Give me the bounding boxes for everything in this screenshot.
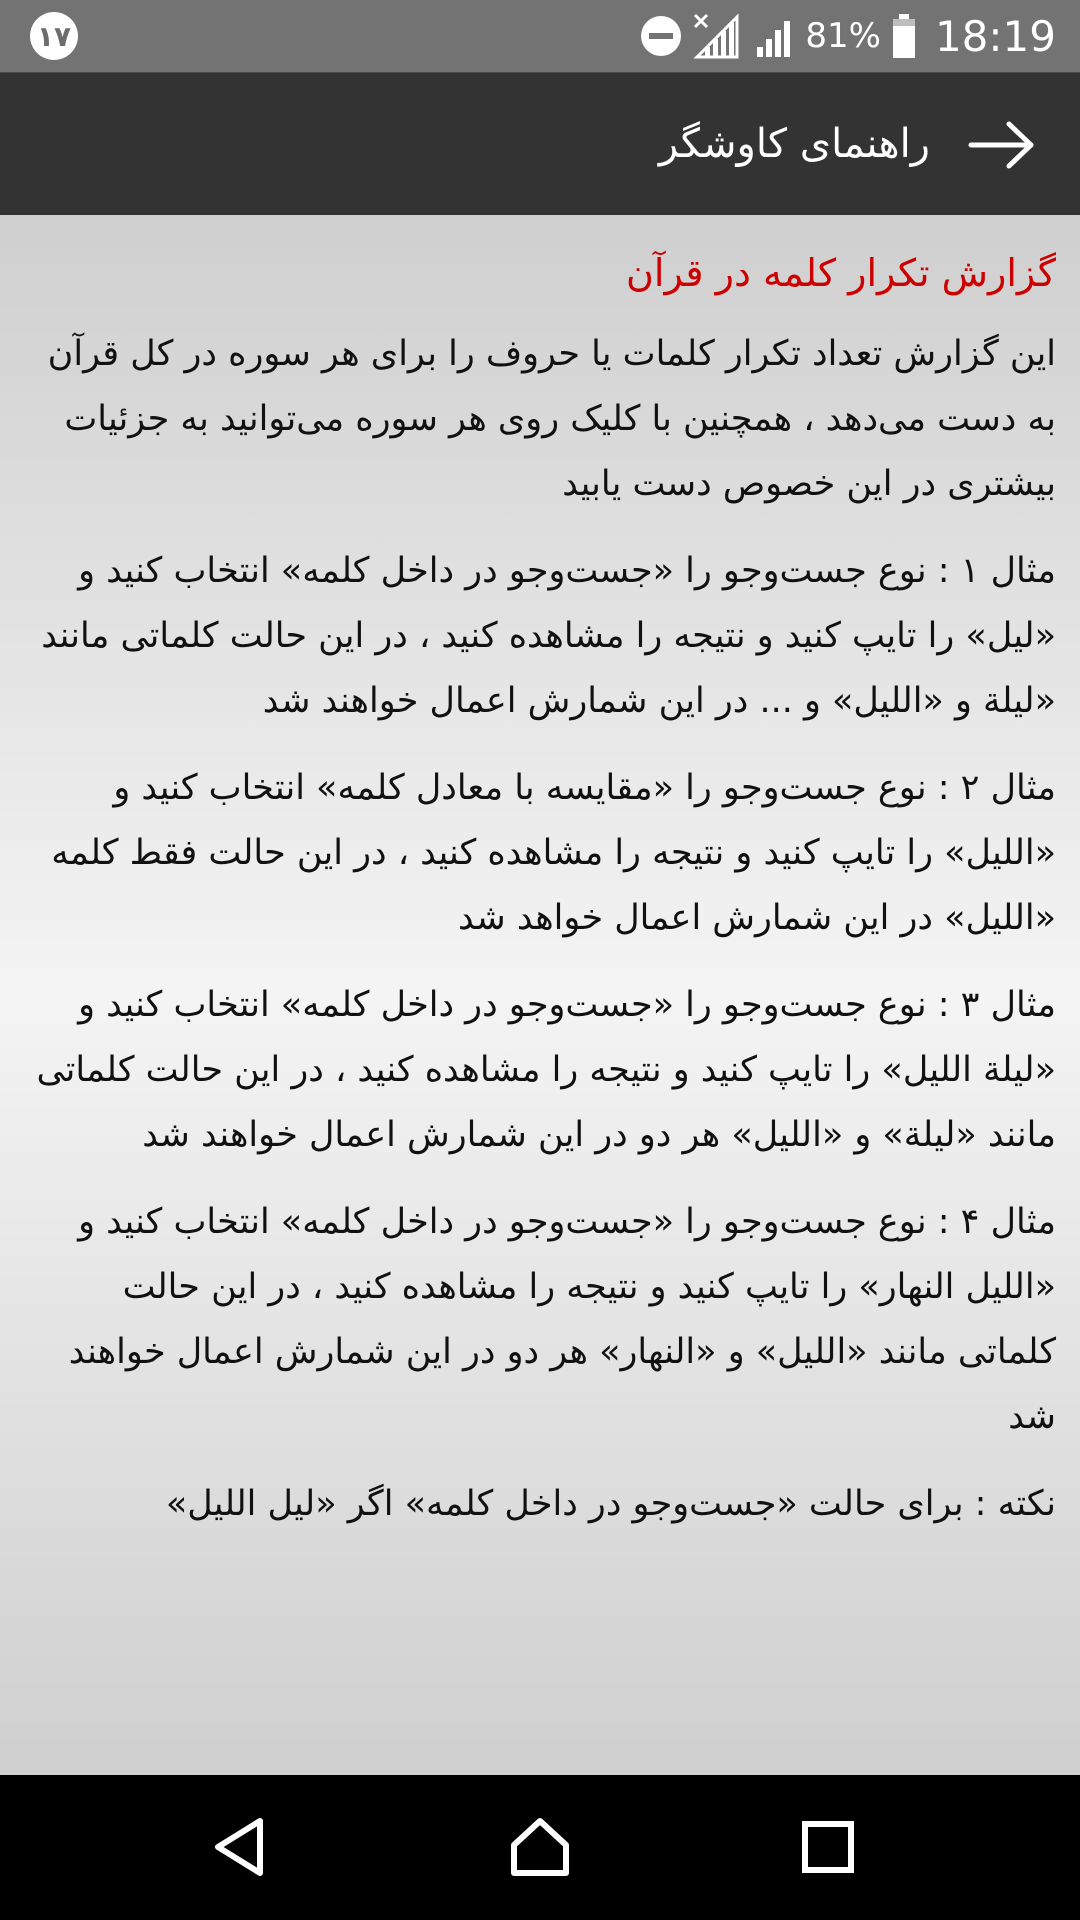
battery-icon	[891, 13, 917, 59]
home-icon	[508, 1815, 572, 1879]
battery-percent: 81%	[805, 16, 881, 56]
example-3-paragraph: مثال ۳ : نوع جست‌وجو را «جست‌وجو در داخل کلمه» انتخاب کنید و «لیلة اللیل» را تایپ کنید و نتیجه را مشاهده کنید ، در این حالت کلماتی مانند «لیلة» و «اللیل» هر دو در این شمارش اعمال خواهند شد	[36, 985, 1056, 1155]
section-heading: گزارش تکرار کلمه در قرآن	[626, 251, 1056, 295]
back-button[interactable]	[962, 110, 1042, 180]
toolbar	[0, 72, 1080, 215]
nav-back-button[interactable]	[195, 1807, 285, 1887]
clock: 18:19	[934, 11, 1056, 61]
do-not-disturb-icon	[639, 14, 683, 58]
toolbar-title: راهنمای کاوشگر	[658, 121, 930, 167]
arrow-right-icon	[967, 120, 1037, 170]
nav-home-button[interactable]	[495, 1807, 585, 1887]
status-icons	[639, 0, 1056, 72]
triangle-back-icon	[210, 1815, 270, 1879]
intro-paragraph: این گزارش تعداد تکرار کلمات یا حروف را برای هر سوره در کل قرآن به دست می‌دهد ، همچنین با کلیک روی هر سوره می‌توانید به جزئیات بیشتری در این خصوص دست یابید	[47, 334, 1056, 504]
status-bar	[0, 0, 1080, 72]
example-2-paragraph: مثال ۲ : نوع جست‌وجو را «مقایسه با معادل کلمه» انتخاب کنید و «اللیل» را تایپ کنید و نتیجه را مشاهده کنید ، در این حالت فقط کلمه «اللیل» در این شمارش اعمال خواهد شد	[51, 768, 1056, 938]
nav-recent-apps-button[interactable]	[783, 1807, 873, 1887]
note-paragraph: نکته : برای حالت «جست‌وجو در داخل کلمه» اگر «لیل اللیل»	[165, 1484, 1056, 1524]
example-1-paragraph: مثال ۱ : نوع جست‌وجو را «جست‌وجو در داخل کلمه» انتخاب کنید و «لیل» را تایپ کنید و نتیجه را مشاهده کنید ، در این حالت کلماتی مانند «لیلة و «اللیل» و ... در این شمارش اعمال خواهند شد	[41, 551, 1056, 721]
navigation-bar	[0, 1775, 1080, 1920]
help-content[interactable]	[0, 215, 1080, 1775]
signal-icon	[749, 13, 795, 59]
notification-badge: ۱۷	[30, 12, 78, 60]
example-4-paragraph: مثال ۴ : نوع جست‌وجو را «جست‌وجو در داخل کلمه» انتخاب کنید و «اللیل النهار» را تایپ کنید و نتیجه را مشاهده کنید ، در این حالت کلماتی مانند «اللیل» و «النهار» هر دو در این شمارش اعمال خواهند شد	[68, 1202, 1056, 1437]
recent-apps-icon	[800, 1819, 856, 1875]
signal-no-data-icon	[693, 13, 739, 59]
